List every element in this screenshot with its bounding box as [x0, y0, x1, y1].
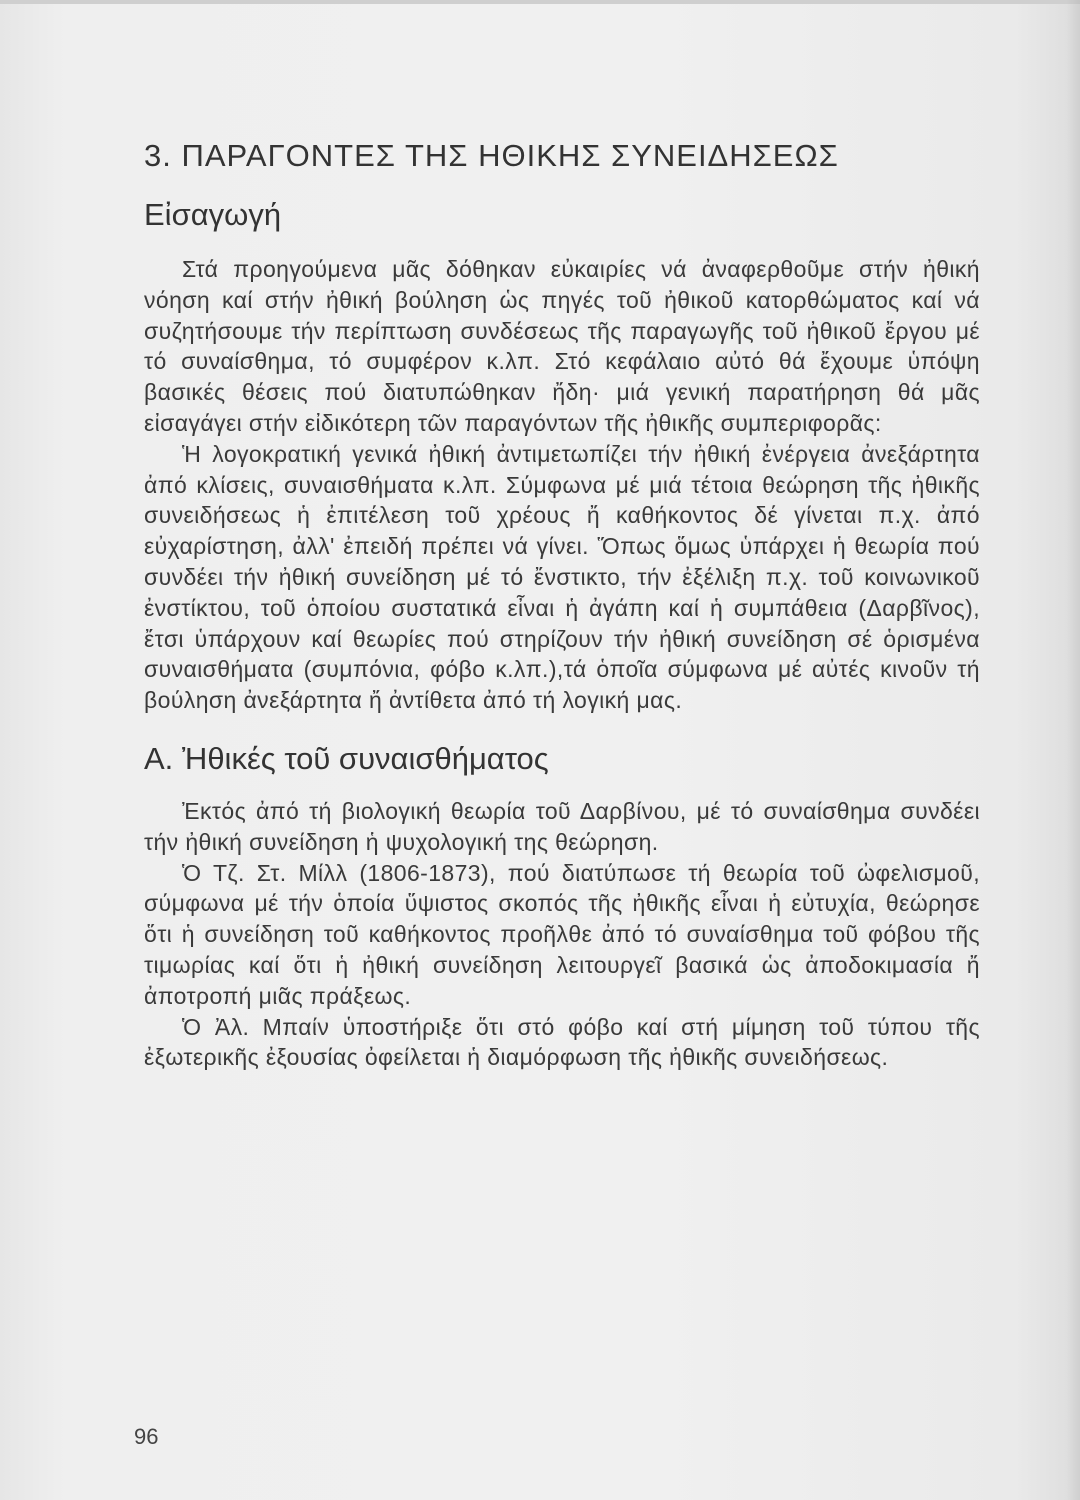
- section-a-heading: Α. Ἠθικές τοῦ συναισθήματος: [144, 740, 549, 776]
- section-a-paragraph-1: Ἐκτός ἀπό τή βιολογική θεωρία τοῦ Δαρβίνου, μέ τό συναίσθημα συνδέει τήν ἠθική συνείδηση ἡ ψυχολογική της θεώρηση.: [144, 797, 980, 855]
- intro-paragraph-1: Στά προηγούμενα μᾶς δόθηκαν εὐκαιρίες νά ἀναφερθοῦμε στήν ἠθική νόηση καί στήν ἠθική βούληση ὡς πηγές τοῦ ἠθικοῦ κατορθώματος καί νά συζητήσουμε τήν περίπτωση συνδέσεως τῆς παραγωγῆς τοῦ ἠθικοῦ ἔργου μέ τό συναίσθημα, τό συμφέρον κ.λπ. Στό κεφάλαιο αὐτό θά ἔχουμε ὑπόψη βασικές θέσεις πού διατυπώθηκαν ἤδη· μιά γενική παρατήρηση θά μᾶς εἰσαγάγει στήν εἰδικότερη τῶν παραγόντων τῆς ἠθικῆς συμπεριφορᾶς:: [144, 256, 980, 436]
- chapter-title: 3. ΠΑΡΑΓΟΝΤΕΣ ΤΗΣ ΗΘΙΚΗΣ ΣΥΝΕΙΔΗΣΕΩΣ: [144, 138, 839, 173]
- intro-paragraph-2: Ἡ λογοκρατική γενικά ἠθική ἀντιμετωπίζει τήν ἠθική ἐνέργεια ἀνεξάρτητα ἀπό κλίσεις, συναισθήματα κ.λπ. Σύμφωνα μέ μιά τέτοια θεώρηση τῆς ἠθικῆς συνειδήσεως ἡ ἐπιτέλεση τοῦ χρέους ἤ καθήκοντος δέ γίνεται π.χ. ἀπό εὐχαρίστηση, ἀλλ' ἐπειδή πρέπει νά γίνει. Ὅπως ὅμως ὑπάρχει ἡ θεωρία πού συνδέει τήν ἠθική συνείδηση μέ τό ἔνστικτο, τήν ἐξέλιξη π.χ. τοῦ κοινωνικοῦ ἐνστίκτου, τοῦ ὁποίου συστατικά εἶναι ἡ ἀγάπη καί ἡ συμπάθεια (Δαρβῖνος), ἔτσι ὑπάρχουν καί θεωρίες πού στηρίζουν τήν ἠθική συνείδηση σέ ὁρισμένα συναισθήματα (συμπόνια, φόβο κ.λπ.),τά ὁποῖα σύμφωνα μέ αὐτές κινοῦν τή βούληση ἀνεξάρτητα ἤ ἀντίθετα ἀπό τή λογική μας.: [144, 440, 980, 714]
- page-binding-shadow: [1066, 0, 1080, 1500]
- intro-heading: Εἰσαγωγή: [144, 197, 282, 232]
- section-a-paragraph-3: Ὁ Ἀλ. Μπαίν ὑποστήριξε ὅτι στό φόβο καί στή μίμηση τοῦ τύπου τῆς ἐξωτερικῆς ἐξουσίας ὀφείλεται ἡ διαμόρφωση τῆς ἠθικῆς συνειδήσεως.: [144, 1013, 980, 1071]
- page-number: 96: [134, 1424, 159, 1449]
- page-top-edge: [0, 0, 1080, 4]
- section-a-paragraph-2: Ὁ Τζ. Στ. Μίλλ (1806-1873), πού διατύπωσε τή θεωρία τοῦ ὠφελισμοῦ, σύμφωνα μέ τήν ὁποία ὕψιστος σκοπός τῆς ἠθικῆς εἶναι ἡ εὐτυχία, θεώρησε ὅτι ἡ συνείδηση τοῦ καθήκοντος προῆλθε ἀπό τό συναίσθημα τοῦ φόβου τῆς τιμωρίας καί ὅτι ἡ ἠθική συνείδηση λειτουργεῖ βασικά ὡς ἀποδοκιμασία ἤ ἀποτροπή μιᾶς πράξεως.: [144, 859, 980, 1009]
- page-content: [144, 128, 980, 1073]
